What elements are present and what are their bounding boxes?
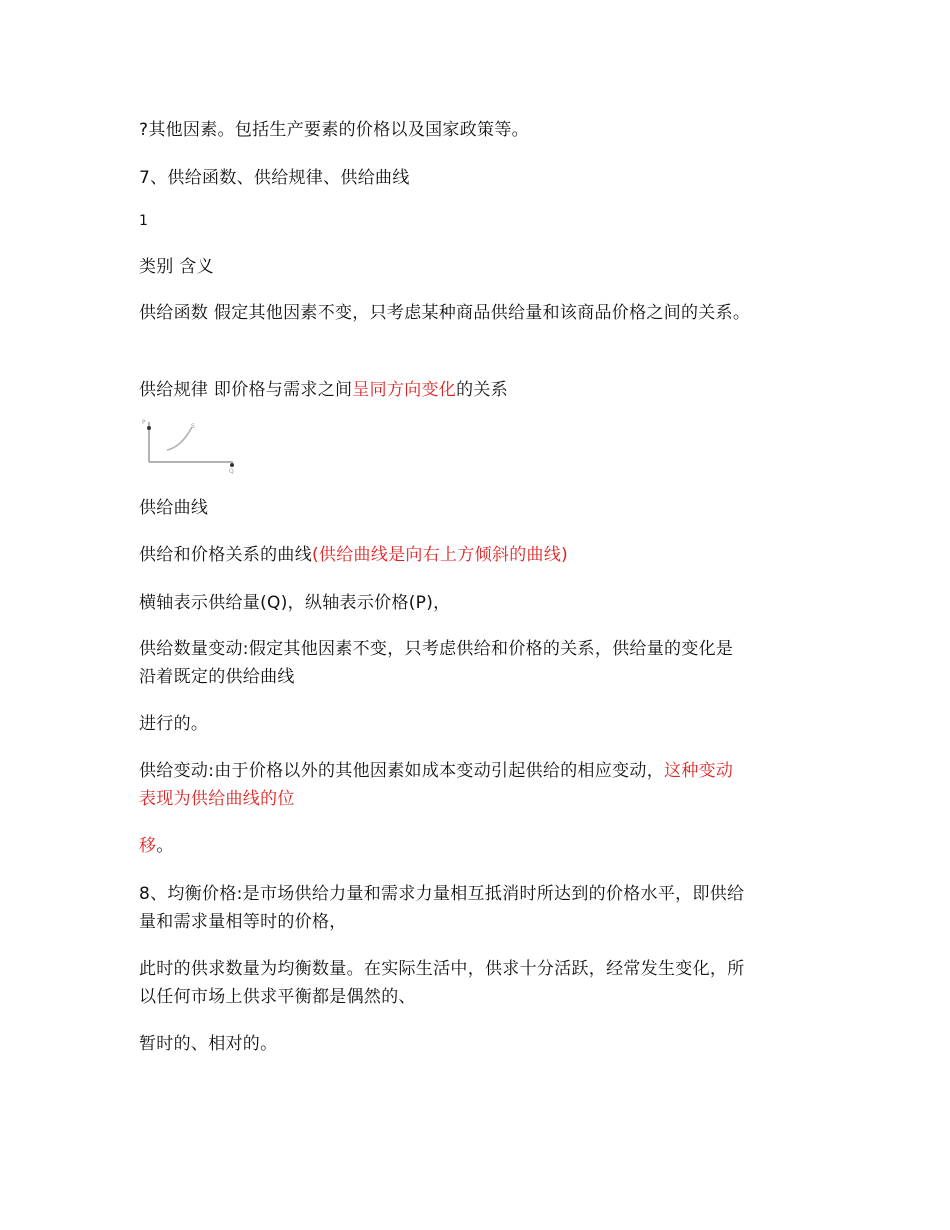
highlight-shift: 移: [139, 836, 157, 856]
section-heading-7: 7、供给函数、供给规律、供给曲线: [139, 168, 410, 188]
supply-curve-thumbnail: [141, 418, 239, 474]
supply-curve-definition: 供给和价格关系的曲线(供给曲线是向右上方倾斜的曲线): [139, 545, 569, 565]
svg-text:P: P: [142, 419, 146, 426]
axis-description: 横轴表示供给量(Q)，纵轴表示价格(P)，: [139, 593, 451, 613]
paragraph-other-factors: ?其他因素。包括生产要素的价格以及国家政策等。: [139, 120, 529, 140]
quantity-supplied-change-line2: 沿着既定的供给曲线: [139, 667, 295, 687]
supply-curve-icon: [141, 418, 239, 474]
svg-text:Q: Q: [229, 468, 234, 474]
equilibrium-price-line1: 8、均衡价格:是市场供给力量和需求力量相互抵消时所达到的价格水平，即供给: [139, 884, 745, 904]
supply-change-line2: 表现为供给曲线的位: [139, 789, 295, 809]
equilibrium-quantity-line2: 以任何市场上供求平衡都是偶然的、: [139, 987, 416, 1007]
quantity-supplied-change-line1: 供给数量变动:假定其他因素不变，只考虑供给和价格的关系，供给量的变化是: [139, 639, 734, 659]
highlight-this-change: 这种变动: [664, 761, 734, 781]
svg-text:S: S: [191, 423, 195, 430]
row-supply-law: 供给规律 即价格与需求之间呈同方向变化的关系: [139, 380, 509, 400]
equilibrium-quantity-line1: 此时的供求数量为均衡数量。在实际生活中，供求十分活跃，经常发生变化，所: [139, 959, 745, 979]
table-number: 1: [139, 213, 149, 229]
table-header: 类别 含义: [139, 257, 214, 277]
highlight-upward-sloping: (供给曲线是向右上方倾斜的曲线): [312, 545, 569, 565]
quantity-supplied-change-line3: 进行的。: [139, 714, 209, 734]
supply-change-line1: 供给变动:由于价格以外的其他因素如成本变动引起供给的相应变动，这种变动: [139, 761, 734, 781]
row-supply-curve: 供给曲线: [139, 498, 209, 518]
row-supply-function: 供给函数 假定其他因素不变，只考虑某种商品供给量和该商品价格之间的关系。: [139, 303, 751, 323]
equilibrium-quantity-line3: 暂时的、相对的。: [139, 1034, 278, 1054]
highlight-same-direction: 呈同方向变化: [352, 380, 457, 400]
equilibrium-price-line2: 量和需求量相等时的价格，: [139, 912, 347, 932]
supply-change-line3: 移。: [139, 836, 174, 856]
